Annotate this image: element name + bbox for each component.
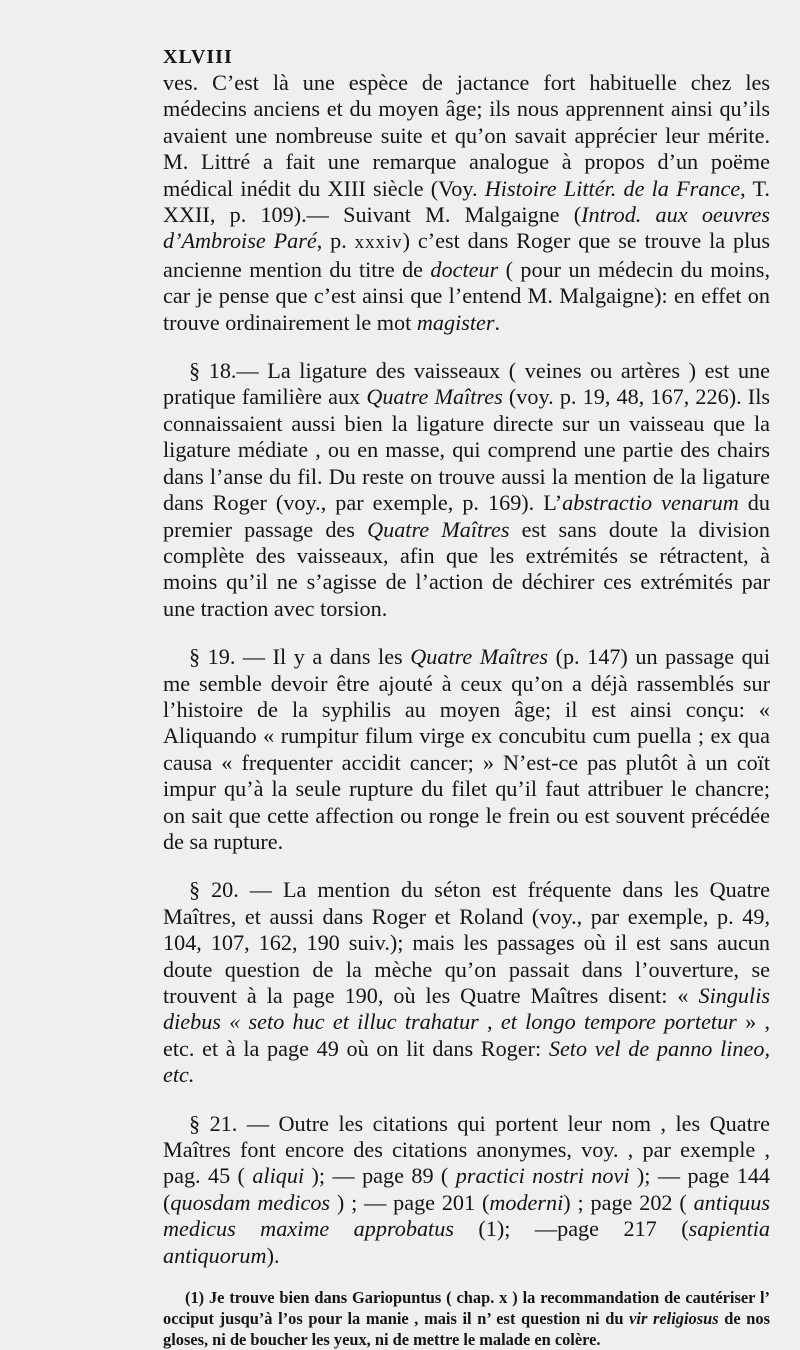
section-20: § 20. — La mention du séton est fréquente dans les Quatre Maîtres, et aussi dans Roger et Roland (voy., par exemple, p. 49, 104, 107, 162, 190 suiv.); mais les passages où il est sans aucun doute question de la mèche qu’on passait dans l’ouverture, se trouvent à la page 190, où les Quatre Maîtres disent: « Singulis diebus « seto huc et illuc trahatur , et longo tempore portetur » , etc. et à la page 49 où on lit dans Roger: Seto vel de panno lineo, etc. — [163, 877, 770, 1088]
body-text — [163, 70, 770, 1269]
section-21: § 21. — Outre les citations qui portent leur nom , les Quatre Maîtres font encore des citations anonymes, voy. , par exemple , pag. 45 ( aliqui ); — page 89 ( practici nostri novi ); — page 144 (quosdam medicos ) ; — page 201 (moderni) ; page 202 ( antiquus medicus maxime approbatus (1); —page 217 (sapientia antiquorum). — [163, 1110, 771, 1268]
paragraph-continuation: ves. C’est là une espèce de jactance fort habituelle chez les médecins anciens et du moyen âge; ils nous apprennent ainsi qu’ils avaient une nombreuse suite et qu’on savait apprécier leur mérite. M. Littré a fait une remarque analogue à propos d’un poëme médical inédit du XIII siècle (Voy. Histoire Littér. de la France, T. XXII, p. 109).— Suivant M. Malgaigne (Introd. aux oeuvres d’Ambroise Paré, p. xxxiv) c’est dans Roger que se trouve la plus ancienne mention du titre de docteur ( pour un médecin du moins, car je pense que c’est ainsi que l’entend M. Malgaigne): en effet on trouve ordinairement le mot magister. — [163, 70, 771, 335]
section-18: § 18.— La ligature des vaisseaux ( veines ou artères ) est une pratique familière aux Quatre Maîtres (voy. p. 19, 48, 167, 226). Ils connaissaient aussi bien la ligature directe sur un vaisseau que la ligature médiate , ou en masse, qui comprend une partie des chairs dans l’anse du fil. Du reste on trouve aussi la mention de la ligature dans Roger (voy., par exemple, p. 169). L’abstractio venarum du premier passage des Quatre Maîtres est sans doute la division complète des vaisseaux, afin que les extrémités se rétractent, à moins qu’il ne s’agisse de l’action de déchirer ces extrémités par une traction avec torsion. — [163, 358, 770, 621]
footnotes — [163, 1287, 770, 1350]
page-number: XLVIII — [163, 46, 233, 68]
footnote-1: (1) Je trouve bien dans Gariopuntus ( chap. x ) la recommandation de cautériser l’ occiput jusqu’à l’os pour la manie , mais il n’ est question ni du vir religiosus de nos gloses, ni de boucher les yeux, ni de mettre le malade en colère. — [163, 1288, 770, 1350]
section-19: § 19. — Il y a dans les Quatre Maîtres (p. 147) un passage qui me semble devoir être ajouté à ceux qu’on a déjà rassemblés sur l’histoire de la syphilis au moyen âge; il est ainsi conçu: « Aliquando « rumpitur filum virge ex concubitu cum puella ; ex qua causa « frequenter accidit cancer; » N’est-ce pas plutôt à un coït impur qu’à la seule rupture du filet qu’il faut attribuer le chancre; on sait que cette affection ou ronge le frein ou est souvent précédée de sa rupture. — [163, 644, 770, 854]
